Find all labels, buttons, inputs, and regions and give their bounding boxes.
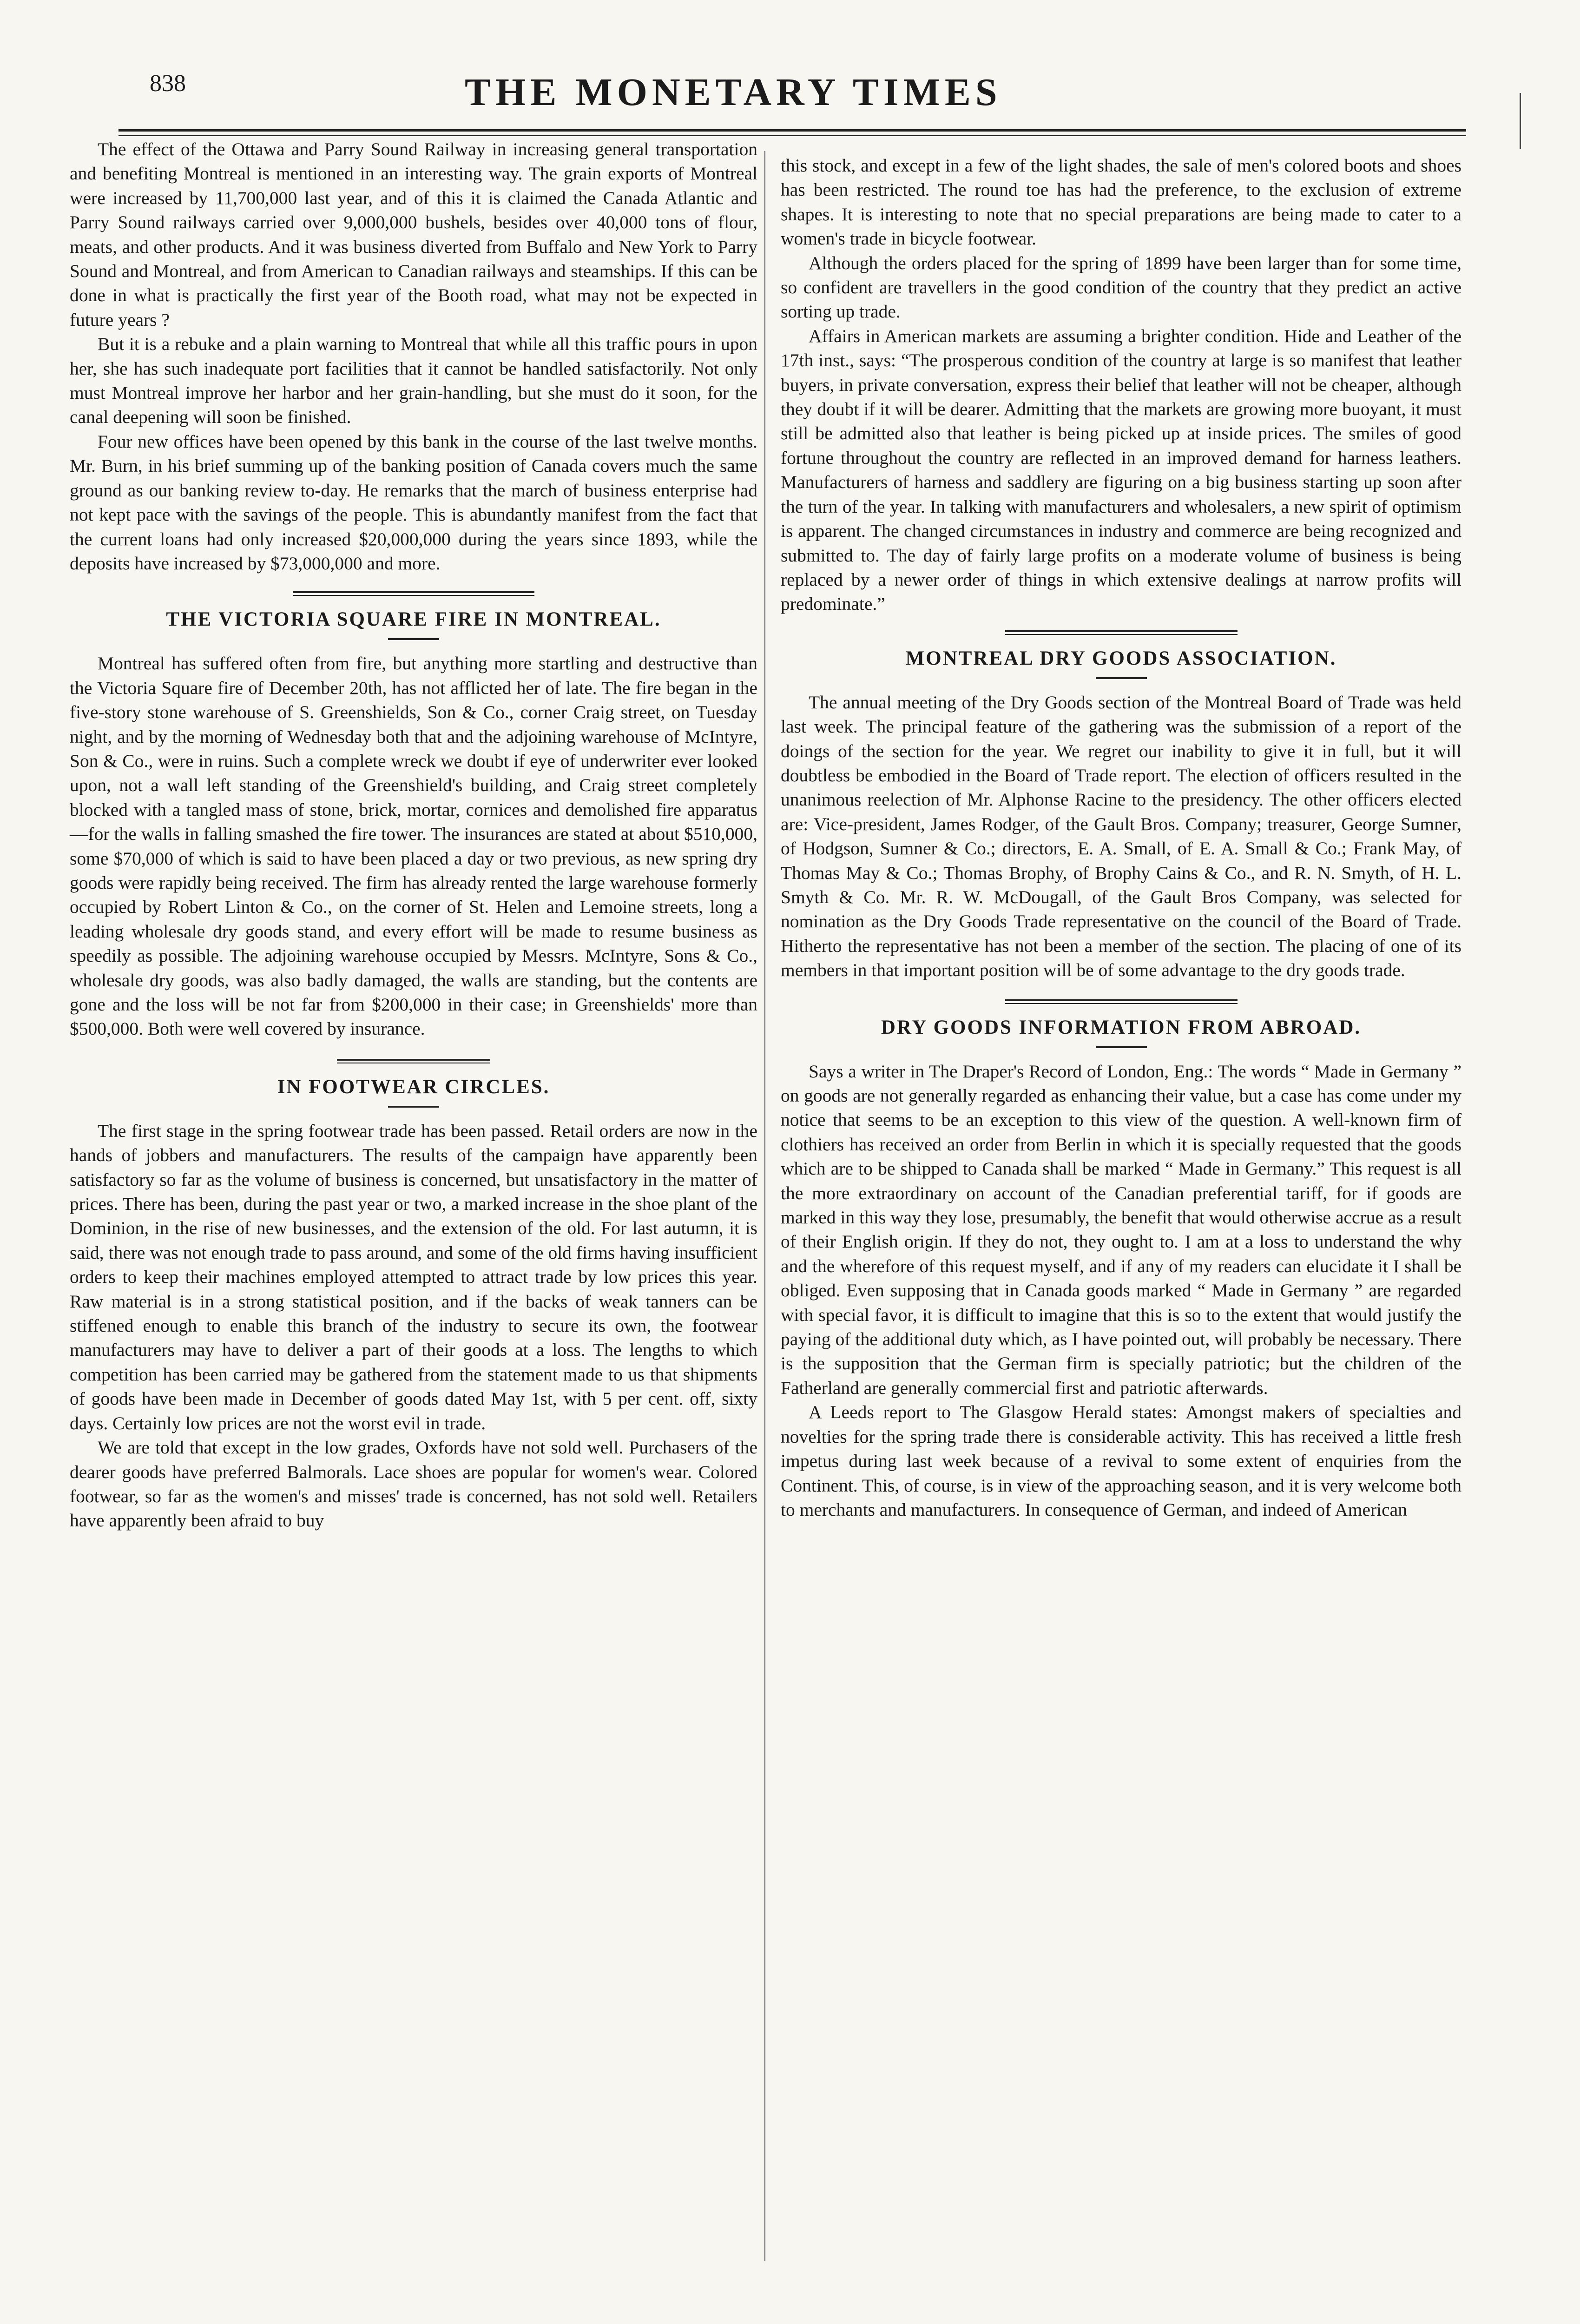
section-heading: DRY GOODS INFORMATION FROM ABROAD. [881,1016,1362,1038]
paragraph: But it is a rebuke and a plain warning to Montreal that while all this traffic pours in upon her, she has such inadequate port facilities that it cannot be handled satisfactorily. Not only must Montreal improve her harbor and her grain-handling, but she must do it soon, for the canal deepening will soon be finished. [70,334,757,428]
section-divider-rule [293,591,534,596]
footwear-continued [781,153,1462,616]
page-number: 838 [150,70,186,97]
section-heading: IN FOOTWEAR CIRCLES. [277,1076,550,1098]
paragraph: Four new offices have been opened by this bank in the course of the last twelve months. Mr. Burn, in his brief summing up of the banking position of Canada covers much the same ground as our banking review to-day. He remarks that the march of business enterprise had not kept pace with the savings of the people. This is abundantly manifest from the fact that the current loans had only increased $20,000,000 during the years since 1893, while the deposits have increased by $73,000,000 and more. [70,431,757,574]
masthead: THE MONETARY TIMES [465,71,1002,114]
column-divider [764,151,765,2261]
section-heading: MONTREAL DRY GOODS ASSOCIATION. [905,647,1337,669]
heading-underline [388,638,439,640]
heading-underline [388,1106,439,1108]
victoria-fire-article [70,651,757,1041]
paragraph: The first stage in the spring footwear trade has been passed. Retail orders are now in the hands of jobbers and manufacturers. The results of the campaign have apparently been satisfactory so far as the volume of business is concerned, but unsatisfactory in the matter of prices. There has been, during the past year or two, a marked increase in the shoe plant of the Dominion, in the rise of new businesses, and the extension of the old. For last autumn, it is said, there was not enough trade to pass around, and some of the old firms having insufficient orders to keep their machines employed attempted to attract trade by low prices this year. Raw material is in a strong statistical position, and if the backs of weak tanners can be stiffened enough to enable this branch of the industry to secure its own, the footwear manufacturers may have to deliver a part of their goods at a loss. The lengths to which competition has been carried may be gathered from the statement made to us that shipments of goods have been made in December of goods dated May 1st, with 5 per cent. off, sixty days. Certainly low prices are not the worst evil in trade. [70,1120,757,1433]
paragraph: The annual meeting of the Dry Goods section of the Montreal Board of Trade was held last week. The principal feature of the gathering was the submission of a report of the doings of the section for the year. We regret our inability to give it in full, but it will doubtless be embodied in the Board of Trade report. The election of officers resulted in the unanimous reelection of Mr. Alphonse Racine to the presidency. The other officers elected are: Vice-president, James Rodger, of the Gault Bros. Company; treasurer, George Sumner, of Hodgson, Sumner & Co.; directors, E. A. Small, of E. A. Small & Co.; Frank May, of Thomas May & Co.; Thomas Brophy, of Brophy Cains & Co., and R. N. Smyth, of H. L. Smyth & Co. Mr. R. W. McDougall, of the Gault Bros Company, was selected for nomination as the Dry Goods Trade representative on the council of the Board of Trade. Hitherto the representative has not been a member of the section. The placing of one of its members in that important position will be of some advantage to the dry goods trade. [781,692,1462,981]
section-divider-rule [337,1059,490,1063]
intro-section [70,137,757,575]
heading-underline [1096,677,1147,679]
paragraph: The effect of the Ottawa and Parry Sound Railway in increasing general transportation and benefiting Montreal is mentioned in an interesting way. The grain exports of Montreal were increased by 11,700,000 last year, and of this it is claimed the Canada Atlantic and Parry Sound railways carried over 9,000,000 bushels, besides over 40,000 tons of flour, meats, and other products. And it was business diverted from Buffalo and New York to Parry Sound and Montreal, and from American to Canadian railways and steamships. If this can be done in what is practically the first year of the Booth road, what may not be expected in future years ? [70,139,757,330]
paragraph: Montreal has suffered often from fire, but anything more startling and destructive than the Victoria Square fire of December 20th, has not afflicted her of late. The fire began in the five-story stone warehouse of S. Greenshields, Son & Co., corner Craig street, on Tuesday night, and by the morning of Wednesday both that and the adjoining warehouse of McIntyre, Son & Co., were in ruins. Such a complete wreck we doubt if eye of underwriter ever looked upon, not a wall left standing of the Greenshield's building, and Craig street completely blocked with a tangled mass of stone, brick, mortar, cornices and demolished fire apparatus—for the walls in falling smashed the fire tower. The insurances are stated at about $510,000, some $70,000 of which is said to have been placed a day or two previous, as new spring dry goods were rapidly being received. The firm has already rented the large warehouse formerly occupied by Robert Linton & Co., on the corner of St. Helen and Lemoine streets, long a leading wholesale dry goods stand, and every effort will be made to resume business as speedily as possible. The adjoining warehouse occupied by Messrs. McIntyre, Sons & Co., wholesale dry goods, was also badly damaged, the walls are standing, but the contents are gone and the loss will be not far from $200,000 in their case; in Greenshields' more than $500,000. Both were well covered by insurance. [70,653,757,1039]
section-divider-rule [1005,999,1238,1004]
paragraph: A Leeds report to The Glasgow Herald states: Amongst makers of specialties and novelties for the spring trade there is considerable activity. This has received a little fresh impetus during last week because of a revival to some extent of enquiries from the Continent. This, of course, is in view of the approaching season, and it is very welcome both to merchants and manufacturers. In consequence of German, and indeed of American [781,1402,1462,1520]
paragraph: We are told that except in the low grades, Oxfords have not sold well. Purchasers of the dearer goods have preferred Balmorals. Lace shoes are popular for women's wear. Colored footwear, so far as the women's and misses' trade is concerned, has not sold well. Retailers have apparently been afraid to buy [70,1437,757,1531]
dry-goods-association-article [781,690,1462,983]
dry-goods-abroad-article [781,1059,1462,1522]
section-divider-rule [1005,630,1238,635]
scan-edge-mark [1520,93,1521,149]
paragraph: Says a writer in The Draper's Record of London, Eng.: The words “ Made in Germany ” on goods are not generally regarded as enhancing their value, but a case has come under my notice that seems to be an exception to this view of the question. A well-known firm of clothiers has received an order from Berlin in which it is specially requested that the goods which are to be shipped to Canada shall be marked “ Made in Germany.” This request is all the more extraordinary on account of the Canadian preferential tariff, for if goods are marked in this way they lose, presumably, the benefit that would otherwise accrue as a result of their English origin. If they do not, they ought to. I am at a loss to understand the why and the wherefore of this request myself, and if any of my readers can elucidate it I shall be obliged. Even supposing that in Canada goods marked “ Made in Germany ” are regarded with special favor, it is difficult to imagine that this is so to the extent that would justify the paying of the additional duty which, as I have pointed out, will probably be necessary. There is the supposition that the German firm is specially patriotic; but the children of the Fatherland are generally commercial first and patriotic afterwards. [781,1061,1462,1398]
paragraph: Affairs in American markets are assuming a brighter condition. Hide and Leather of the 17th inst., says: “The prosperous condition of the country at large is so manifest that leather buyers, in private conversation, express their belief that leather will not be cheaper, although they doubt if it will be dearer. Admitting that the markets are growing more buoyant, it must still be admitted also that leather is being picked up at inside prices. The smiles of good fortune throughout the country are reflected in an improved demand for harness leathers. Manufacturers of harness and saddlery are figuring on a big business starting up soon after the turn of the year. In talking with manufacturers and wholesalers, a new spirit of optimism is apparent. The changed circumstances in industry and commerce are being recognized and submitted to. The day of fairly large profits on a moderate volume of business is being replaced by a newer order of things in which extensive dealings at narrow profits will predominate.” [781,325,1462,614]
paragraph: Although the orders placed for the spring of 1899 have been larger than for some time, so confident are travellers in the good condition of the country that they predict an active sorting up trade. [781,252,1462,322]
top-rule [118,129,1466,136]
heading-underline [1096,1046,1147,1048]
paragraph: this stock, and except in a few of the light shades, the sale of men's colored boots and shoes has been restricted. The round toe has had the preference, to the exclusion of extreme shapes. It is interesting to note that no special preparations are being made to cater to a women's trade in bicycle footwear. [781,155,1462,249]
right-column [781,153,1462,1522]
footwear-article [70,1119,757,1533]
section-heading: THE VICTORIA SQUARE FIRE IN MONTREAL. [166,608,661,631]
left-column [70,137,757,1533]
